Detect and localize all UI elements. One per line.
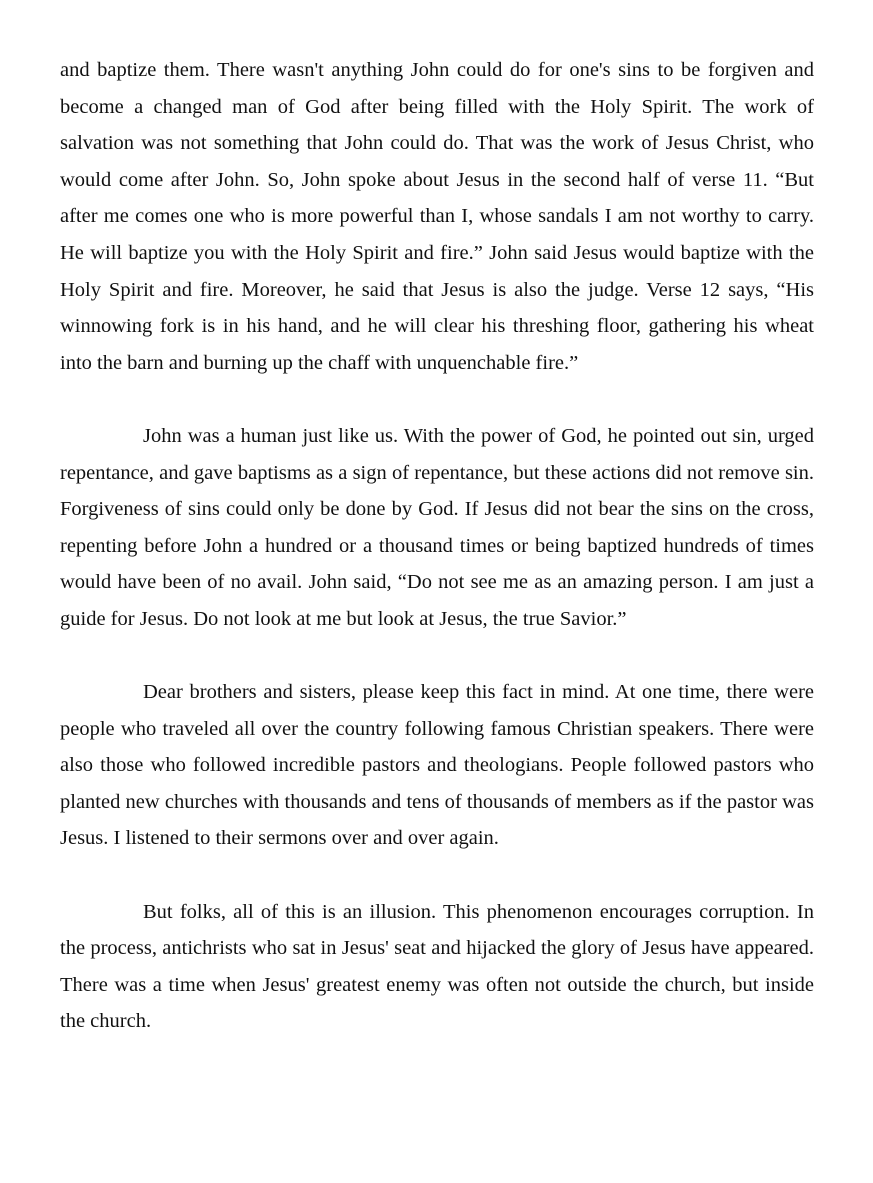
document-page	[60, 52, 814, 1077]
paragraph-3: Dear brothers and sisters, please keep this fact in mind. At one time, there were people who traveled all over the country following famous Christian speakers. There were also those who followed incredible pastors and theologians. People followed pastors who planted new churches with thousands and tens of thousands of members as if the pastor was Jesus. I listened to their sermons over and over again.	[60, 681, 814, 850]
paragraph-2: John was a human just like us. With the power of God, he pointed out sin, urged repentance, and gave baptisms as a sign of repentance, but these actions did not remove sin. Forgiveness of sins could only be done by God. If Jesus did not bear the sins on the cross, repenting before John a hundred or a thousand times or being baptized hundreds of times would have been of no avail. John said, “Do not see me as an amazing person. I am just a guide for Jesus. Do not look at me but look at Jesus, the true Savior.”	[60, 424, 814, 630]
paragraph-1: and baptize them. There wasn't anything John could do for one's sins to be forgiven and become a changed man of God after being filled with the Holy Spirit. The work of salvation was not something that John could do. That was the work of Jesus Christ, who would come after John. So, John spoke about Jesus in the second half of verse 11. “But after me comes one who is more powerful than I, whose sandals I am not worthy to carry. He will baptize you with the Holy Spirit and fire.” John said Jesus would baptize with the Holy Spirit and fire. Moreover, he said that Jesus is also the judge. Verse 12 says, “His winnowing fork is in his hand, and he will clear his threshing floor, gathering his wheat into the barn and burning up the chaff with unquenchable fire.”	[60, 59, 814, 374]
paragraph-4: But folks, all of this is an illusion. This phenomenon encourages corruption. In the process, antichrists who sat in Jesus' seat and hijacked the glory of Jesus have appeared. There was a time when Jesus' greatest enemy was often not outside the church, but inside the church.	[60, 900, 814, 1033]
